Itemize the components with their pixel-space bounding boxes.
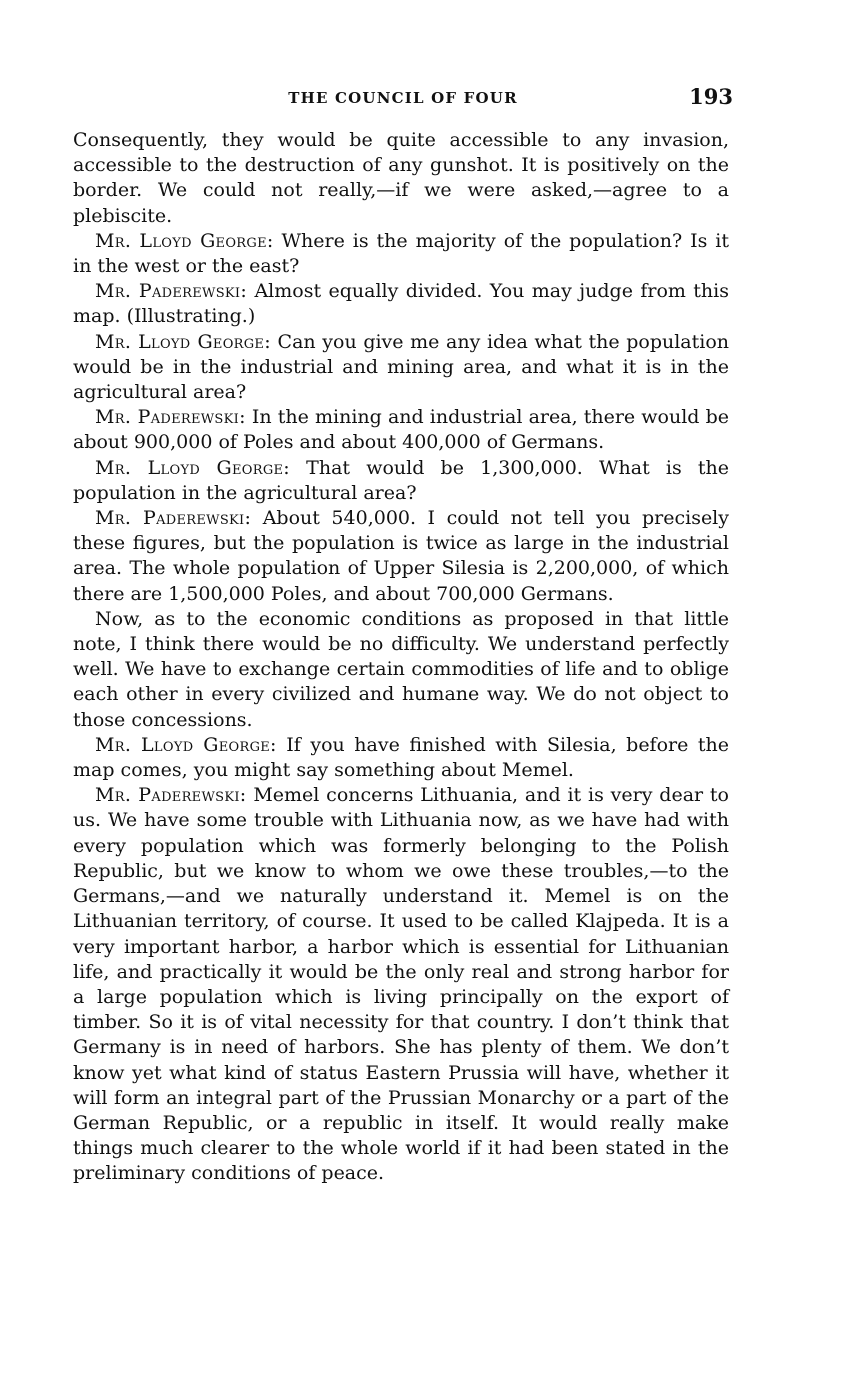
paragraph-text: In the mining and industrial area, there would be about 900,000 of Poles and about 400,000 of Germans. [73, 406, 730, 454]
speaker-name: Mr. Lloyd George: [95, 330, 271, 353]
speaker-name: Mr. Lloyd George: [95, 456, 291, 479]
paragraph-text: If you have finished with Silesia, before the map comes, you might say something about Memel. [73, 733, 730, 782]
paragraph [73, 607, 729, 733]
dialogue-paragraph [73, 733, 729, 783]
paragraph-text: Where is the majority of the population? Is it in the west or the east? [73, 229, 730, 278]
paragraph-text: Almost equally divided. You may judge from this map. (Illustrating.) [73, 280, 729, 328]
speaker-name: Mr. Paderewski: [95, 280, 248, 303]
speaker-name: Mr. Paderewski: [95, 406, 246, 429]
paragraph-text: Consequently, they would be quite accessible to any invasion, accessible to the destruction of any gunshot. It is positively on the border. We could not really,—if we were asked,—agree to a plebiscite. [73, 129, 729, 227]
dialogue-paragraph [73, 330, 729, 406]
running-title: THE COUNCIL OF FOUR [288, 89, 518, 107]
dialogue-paragraph [73, 229, 729, 279]
dialogue-paragraph [73, 456, 729, 506]
speaker-name: Mr. Paderewski: [95, 507, 252, 530]
dialogue-paragraph [73, 279, 729, 329]
speaker-name: Mr. Lloyd George: [95, 733, 277, 756]
speaker-name: Mr. Lloyd George: [95, 229, 274, 252]
paragraph-text: Memel concerns Lithuania, and it is very dear to us. We have some trouble with Lithuania now, as we have had with every population which was formerly belonging to the Polish Republic, but we know to whom we owe these troubles,—to the Germans,—and we naturally understand it. Memel is on the Lithuanian territory, of course. It used to be called Klajpeda. It is a very important harbor, a harbor which is essential for Lithuanian life, and practically it would be the only real and strong harbor for a large population which is living principally on the export of timber. So it is of vital necessity for that country. I don’t think that Germany is in need of harbors. She has plenty of them. We don’t know yet what kind of status Eastern Prussia will have, whether it will form an integral part of the Prussian Monarchy or a part of the German Republic, or a republic in itself. It would really make things much clearer to the whole world if it had been stated in the preliminary conditions of peace. [73, 784, 730, 1185]
paragraph-continuation [73, 128, 729, 229]
paragraph-text: About 540,000. I could not tell you precisely these figures, but the population is twice as large in the industrial area. The whole population of Upper Silesia is 2,200,000, of which there are 1,500,000 Poles, and about 700,000 Germans. [73, 507, 729, 605]
speaker-name: Mr. Paderewski: [95, 784, 247, 807]
dialogue-paragraph [73, 506, 729, 607]
paragraph-text: Can you give me any idea what the population would be in the industrial and mining area, and what it is in the agricultural area? [73, 330, 730, 404]
paragraph-text: That would be 1,300,000. What is the population in the agricultural area? [73, 456, 729, 504]
dialogue-paragraph [73, 405, 729, 455]
dialogue-paragraph [73, 783, 729, 1186]
body-text [73, 128, 729, 1187]
page-number: 193 [689, 84, 733, 109]
running-head [73, 84, 733, 114]
paragraph-text: Now, as to the economic conditions as proposed in that little note, I think there would be no difficulty. We understand perfectly well. We have to exchange certain commodities of life and to oblige each other in every civilized and humane way. We do not object to those concessions. [73, 607, 729, 731]
